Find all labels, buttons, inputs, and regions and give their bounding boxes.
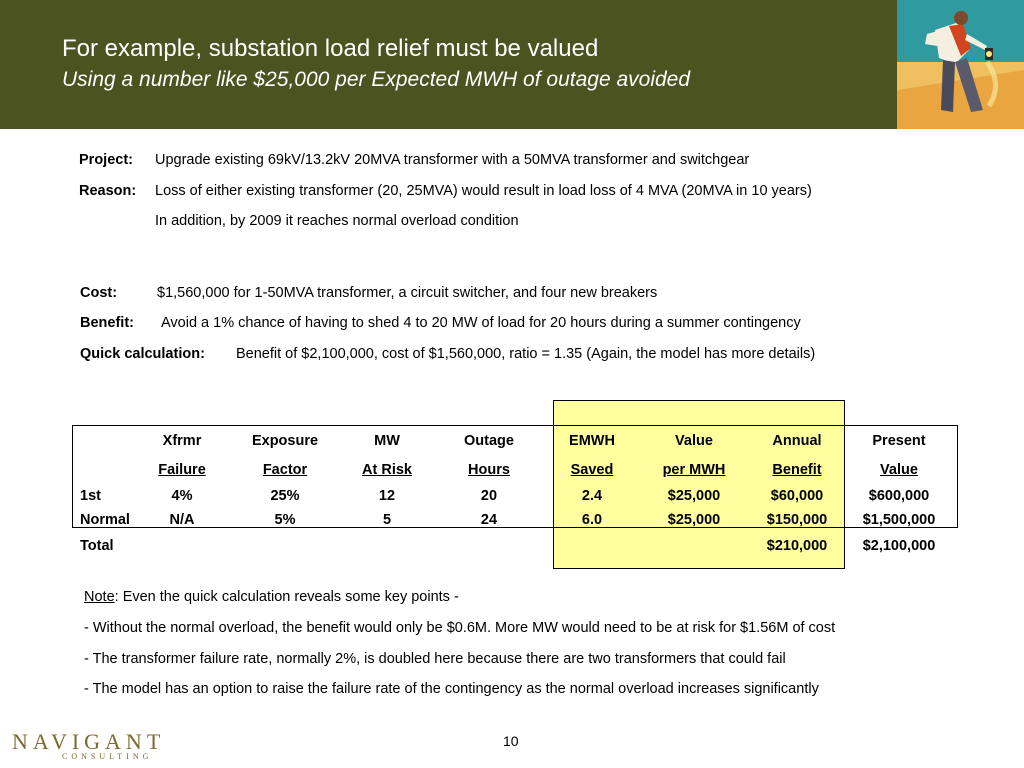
table-cell: $25,000 xyxy=(667,512,721,528)
row-label: Normal xyxy=(80,512,130,528)
note-text: : Even the quick calculation reveals some key points - xyxy=(114,589,459,605)
column-header: Annual xyxy=(772,433,822,449)
note-item: - The transformer failure rate, normally 2%, is doubled here because there are two transformers that could fail xyxy=(84,651,786,667)
quick-calc-label: Quick calculation: xyxy=(80,346,205,362)
table-cell: 5 xyxy=(382,512,392,528)
table-cell: 2.4 xyxy=(581,488,603,504)
column-header: EMWH xyxy=(569,433,615,449)
page-number: 10 xyxy=(503,733,519,749)
column-subheader: Value xyxy=(880,462,918,478)
logo-subtext: CONSULTING xyxy=(62,752,153,761)
table-cell: 12 xyxy=(378,488,396,504)
column-header: MW xyxy=(374,433,400,449)
column-header: Present xyxy=(872,433,926,449)
cost-text: $1,560,000 for 1-50MVA transformer, a circuit switcher, and four new breakers xyxy=(157,285,658,301)
table-cell: N/A xyxy=(169,512,195,528)
column-header: Exposure xyxy=(251,433,319,449)
table-cell: 25% xyxy=(270,488,300,504)
column-header: Value xyxy=(675,433,713,449)
navigant-logo xyxy=(12,729,166,761)
quick-calc-text: Benefit of $2,100,000, cost of $1,560,000, ratio = 1.35 (Again, the model has more details) xyxy=(236,346,816,362)
slide-title: For example, substation load relief must be valued xyxy=(62,35,599,62)
column-subheader: Hours xyxy=(468,462,510,478)
benefit-text: Avoid a 1% chance of having to shed 4 to 20 MW of load for 20 hours during a summer contingency xyxy=(161,315,801,331)
note-label: Note xyxy=(84,589,115,605)
slide-subtitle: Using a number like $25,000 per Expected MWH of outage avoided xyxy=(62,68,691,91)
table-cell: 5% xyxy=(274,512,296,528)
column-subheader: At Risk xyxy=(362,462,412,478)
table-cell: $600,000 xyxy=(868,488,930,504)
lantern-man-illustration xyxy=(897,0,1024,129)
table-cell: 24 xyxy=(480,512,498,528)
column-subheader: Failure xyxy=(158,462,206,478)
reason-label: Reason: xyxy=(79,183,137,199)
project-label: Project: xyxy=(79,152,133,168)
table-cell: 4% xyxy=(171,488,193,504)
column-subheader: Saved xyxy=(570,462,614,478)
cost-label: Cost: xyxy=(80,285,118,301)
note-item: - Without the normal overload, the benefit would only be $0.6M. More MW would need to be at risk for $1.56M of cost xyxy=(84,620,836,636)
reason-text-2: In addition, by 2009 it reaches normal overload condition xyxy=(155,213,519,229)
column-header: Outage xyxy=(464,433,514,449)
total-annual-benefit: $210,000 xyxy=(766,538,828,554)
table-cell: $25,000 xyxy=(667,488,721,504)
column-subheader: per MWH xyxy=(662,462,726,478)
logo-wordmark: NAVIGANT xyxy=(12,729,166,754)
benefit-label: Benefit: xyxy=(80,315,134,331)
total-label: Total xyxy=(80,538,114,554)
table-cell: 20 xyxy=(480,488,498,504)
row-label: 1st xyxy=(80,488,101,504)
table-cell: $60,000 xyxy=(770,488,824,504)
table-cell: $150,000 xyxy=(766,512,828,528)
note-heading xyxy=(84,589,459,605)
column-header: Xfrmr xyxy=(162,433,202,449)
column-subheader: Factor xyxy=(262,462,308,478)
note-item: - The model has an option to raise the failure rate of the contingency as the normal overload increases significantly xyxy=(84,681,819,697)
column-subheader: Benefit xyxy=(772,462,822,478)
table-cell: $1,500,000 xyxy=(862,512,936,528)
project-text: Upgrade existing 69kV/13.2kV 20MVA transformer with a 50MVA transformer and switchgear xyxy=(155,152,750,168)
table-cell: 6.0 xyxy=(581,512,603,528)
title-banner xyxy=(0,0,1024,129)
reason-text: Loss of either existing transformer (20, 25MVA) would result in load loss of 4 MVA (20MVA in 10 years) xyxy=(155,183,812,199)
total-present-value: $2,100,000 xyxy=(862,538,936,554)
